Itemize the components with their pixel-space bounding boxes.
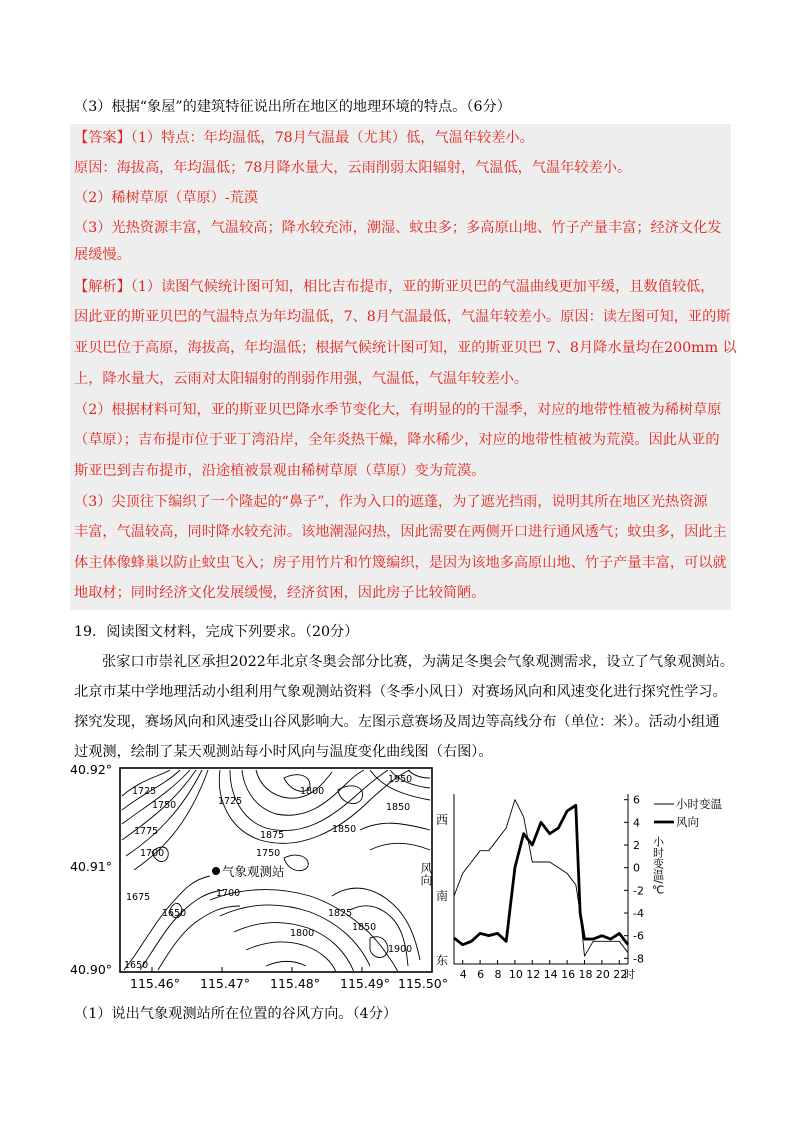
y-tick-label: -4: [633, 907, 644, 920]
analysis-line-6: （草原）；吉布提市位于亚丁湾沿岸，全年炎热干燥，降水稀少，对应的地带性植被为荒漠。因此从亚的: [74, 432, 720, 448]
contour-label: 1825: [328, 908, 353, 919]
x-tick-label: 4: [459, 968, 467, 981]
analysis-line-1: [74, 277, 714, 297]
contour-label: 1800: [290, 928, 315, 939]
contour-map: [70, 760, 448, 1000]
lon-label: 115.47°: [200, 976, 250, 991]
series-line-wind: [454, 805, 628, 944]
lon-label: 115.48°: [270, 976, 320, 991]
wind-direction-label: 东: [436, 953, 449, 968]
contour-label: 1725: [218, 796, 243, 807]
answer-line-2: 原因：海拔高，年均温低；78月降水量大，云雨削弱太阳辐射，气温低，气温年较差小。: [74, 160, 632, 176]
contour-label: 1675: [126, 892, 151, 903]
analysis-line-5: （2）根据材料可知，亚的斯亚贝巴降水季节变化大，有明显的的干湿季，对应的地带性植被为稀树草原: [74, 402, 722, 418]
analysis-line-3: 亚贝巴位于高原，海拔高，年均温低；根据气候统计图可知，亚的斯亚贝巴 7、8月降水量均在200mm 以: [74, 340, 737, 356]
wind-temperature-chart: [418, 786, 738, 996]
y-tick-label: 2: [633, 839, 640, 852]
station-label: 气象观测站: [222, 864, 285, 879]
left-axis-title: 风向: [419, 862, 433, 886]
x-tick-label: 18: [578, 968, 593, 981]
x-tick-label: 16: [561, 968, 576, 981]
lon-label: 115.49°: [340, 976, 390, 991]
station-marker: [212, 867, 220, 875]
contour-label: 1850: [332, 824, 357, 835]
question-19-title: 19．阅读图文材料，完成下列要求。（20分）: [74, 624, 359, 640]
y-tick-label: 0: [633, 861, 640, 875]
contour-label: 1725: [132, 786, 157, 797]
x-tick-label: 22: [613, 968, 628, 981]
contour-label: 1700: [216, 888, 241, 899]
y-tick-label: -2: [633, 884, 644, 898]
wind-direction-label: 南: [436, 889, 449, 903]
q19-paragraph-1: 张家口市崇礼区承担2022年北京冬奥会部分比赛，为满足冬奥会气象观测需求，设立了气象观测站。: [102, 654, 734, 670]
lat-label: 40.91°: [70, 859, 113, 874]
contour-label: 1750: [152, 800, 177, 811]
x-tick-label: 14: [543, 968, 558, 981]
q19-paragraph-3: 探究发现，赛场风向和风速受山谷风影响大。左图示意赛场及周边等高线分布（单位：米）。活动小组通: [74, 714, 720, 730]
analysis-text-1: （1）读图气候统计图可知，相比吉布提市，亚的斯亚贝巴的气温曲线更加平缓，且数值较低，: [130, 279, 715, 295]
answer-line-3: （2）稀树草原（草原）-荒漠: [74, 190, 259, 206]
analysis-line-7: 斯亚巴到吉布提市，沿途植被景观由稀树草原（草原）变为荒漠。: [74, 463, 486, 479]
contour-label: 1650: [124, 960, 149, 971]
analysis-line-8: （3）尖顶往下编织了一个隆起的“鼻子”，作为入口的遮蓬，为了遮光挡雨，说明其所在地区光热资源: [74, 494, 708, 510]
contour-label: 1950: [388, 774, 413, 785]
lat-label: 40.92°: [70, 762, 113, 777]
y-tick-label: 4: [633, 816, 640, 830]
y-tick-label: -8: [633, 952, 644, 966]
y-tick-label: 6: [633, 793, 640, 807]
contour-label: 1750: [256, 848, 281, 859]
x-tick-label: 10: [508, 968, 523, 981]
x-unit: 时: [624, 968, 635, 981]
sub-question-1: （1）说出气象观测站所在位置的谷风方向。（4分）: [74, 1006, 398, 1022]
answer-line-1: [74, 128, 534, 148]
contour-label: 1900: [388, 944, 413, 955]
answer-line-4: （3）光热资源丰富，气温较高；降水较充沛，潮湿、蚊虫多；多高原山地、竹子产量丰富；经济文化发: [74, 220, 722, 236]
contour-label: 1775: [134, 826, 159, 837]
wind-direction-label: 西: [436, 813, 449, 828]
question-3: （3）根据“象屋”的建筑特征说出所在地区的地理环境的特点。（6分）: [74, 99, 511, 115]
legend-label: 风向: [676, 815, 699, 829]
lat-label: 40.90°: [70, 962, 113, 977]
analysis-line-4: 上，降水量大，云雨对太阳辐射的削弱作用强，气温低，气温年较差小。: [74, 371, 529, 387]
answer-text-1: （1）特点：年均温低，78月气温最（尤其）低，气温年较差小。: [130, 130, 534, 146]
analysis-line-2: 因此亚的斯亚贝巴的气温特点为年均温低，7、8月气温最低，气温年较差小。原因：读左图可知，亚的斯: [74, 309, 731, 325]
analysis-line-11: 地取材；同时经济文化发展缓慢，经济贫困，因此房子比较简陋。: [74, 585, 486, 601]
x-tick-label: 6: [477, 968, 485, 981]
q19-paragraph-2: 北京市某中学地理活动小组利用气象观测站资料（冬季小风日）对赛场风向和风速变化进行探究性学习。: [74, 684, 727, 700]
answer-tag: 【答案】: [74, 130, 131, 146]
lon-label: 115.46°: [130, 976, 180, 991]
contour-label: 1650: [162, 908, 187, 919]
x-tick-label: 8: [494, 968, 502, 981]
contour-label: 1850: [352, 922, 377, 933]
analysis-line-9: 丰富，气温较高，同时降水较充沛。该地潮湿闷热，因此需要在两侧开口进行通风透气；蚊虫多，因此主: [74, 524, 727, 540]
contour-label: 1700: [140, 848, 165, 859]
legend-label: 小时变温: [676, 797, 722, 811]
contour-label: 1800: [300, 786, 325, 797]
analysis-tag: 【解析】: [74, 279, 131, 295]
x-tick-label: 12: [526, 968, 541, 981]
y-tick-label: -6: [633, 929, 644, 943]
answer-line-5: 展缓慢。: [74, 247, 131, 263]
lon-label: 115.50°: [398, 976, 448, 991]
q19-paragraph-4: 过观测，绘制了某天观测站每小时风向与温度变化曲线图（右图）。: [74, 744, 493, 760]
x-tick-label: 20: [595, 968, 610, 981]
contour-label: 1875: [260, 830, 285, 841]
contour-label: 1850: [386, 802, 411, 813]
analysis-line-10: 体主体像蜂巢以防止蚊虫飞入；房子用竹片和竹篾编织，是因为该地多高原山地、竹子产量丰富，可以就: [74, 555, 727, 571]
right-axis-title: 小时变温/℃: [651, 835, 665, 897]
